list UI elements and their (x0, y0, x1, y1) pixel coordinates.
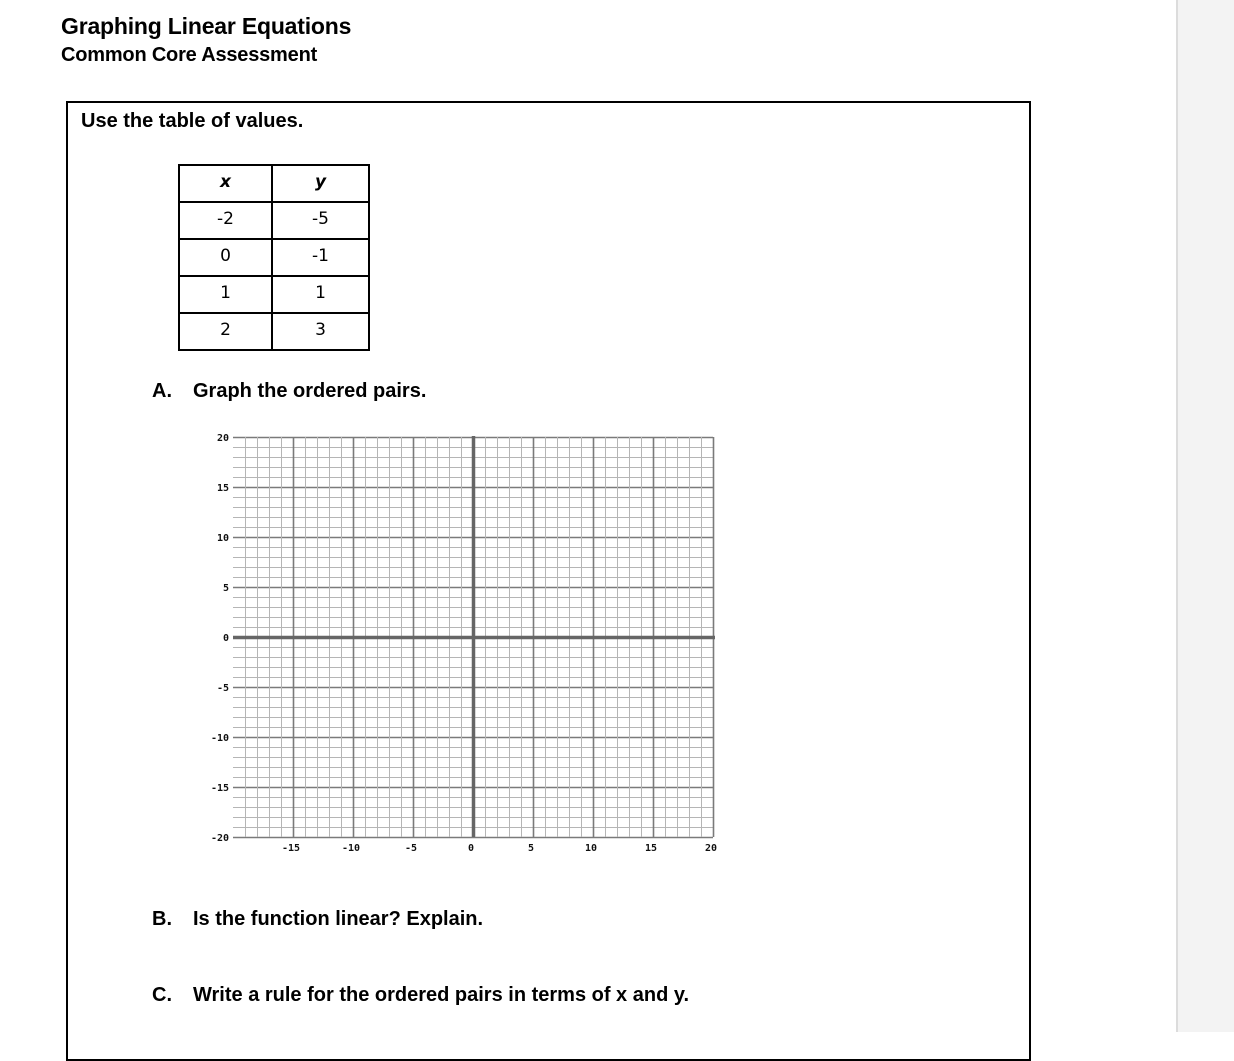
cell-x: 2 (179, 313, 272, 350)
y-tick-label: 10 (216, 533, 229, 544)
document-subtitle: Common Core Assessment (61, 44, 318, 66)
question-text: Is the function linear? Explain. (193, 908, 484, 930)
table-row (179, 313, 369, 350)
coordinate-grid[interactable] (196, 425, 736, 855)
table-header-row (179, 165, 369, 202)
y-tick-label: -5 (216, 683, 229, 694)
cell-y: 1 (272, 276, 369, 313)
y-tick-label: 0 (222, 633, 229, 644)
table-row (179, 239, 369, 276)
cell-y: -5 (272, 202, 369, 239)
x-tick-label: -15 (281, 843, 301, 854)
x-tick-label: 5 (527, 843, 535, 854)
question-letter: C. (152, 984, 172, 1006)
header-x: x (179, 165, 272, 202)
question-text: Graph the ordered pairs. (193, 380, 427, 402)
x-tick-label: 0 (467, 843, 475, 854)
x-tick-label: -5 (404, 843, 418, 854)
table-row (179, 276, 369, 313)
y-tick-label: -10 (210, 733, 229, 744)
question-c (152, 984, 689, 1007)
y-tick-label: 5 (222, 583, 229, 594)
x-tick-label: 10 (584, 843, 598, 854)
instruction-text: Use the table of values. (81, 110, 304, 132)
y-tick-label: -20 (210, 833, 229, 844)
x-tick-label: 15 (644, 843, 658, 854)
header-y: y (272, 165, 369, 202)
page-gutter (1176, 0, 1234, 1032)
question-b (152, 908, 483, 931)
y-tick-label: 20 (216, 433, 229, 444)
y-tick-label: 15 (216, 483, 229, 494)
cell-x: -2 (179, 202, 272, 239)
cell-y: -1 (272, 239, 369, 276)
cell-x: 1 (179, 276, 272, 313)
x-tick-label: -10 (341, 843, 361, 854)
question-letter: B. (152, 908, 172, 930)
coordinate-grid-svg (196, 425, 736, 855)
x-tick-label: 20 (704, 843, 718, 854)
cell-x: 0 (179, 239, 272, 276)
cell-y: 3 (272, 313, 369, 350)
question-a (152, 380, 426, 403)
document-title: Graphing Linear Equations (61, 13, 352, 39)
question-letter: A. (152, 380, 172, 402)
question-text: Write a rule for the ordered pairs in terms of x and y. (193, 984, 690, 1006)
table-row (179, 202, 369, 239)
table-of-values (178, 164, 370, 351)
y-tick-label: -15 (210, 783, 229, 794)
